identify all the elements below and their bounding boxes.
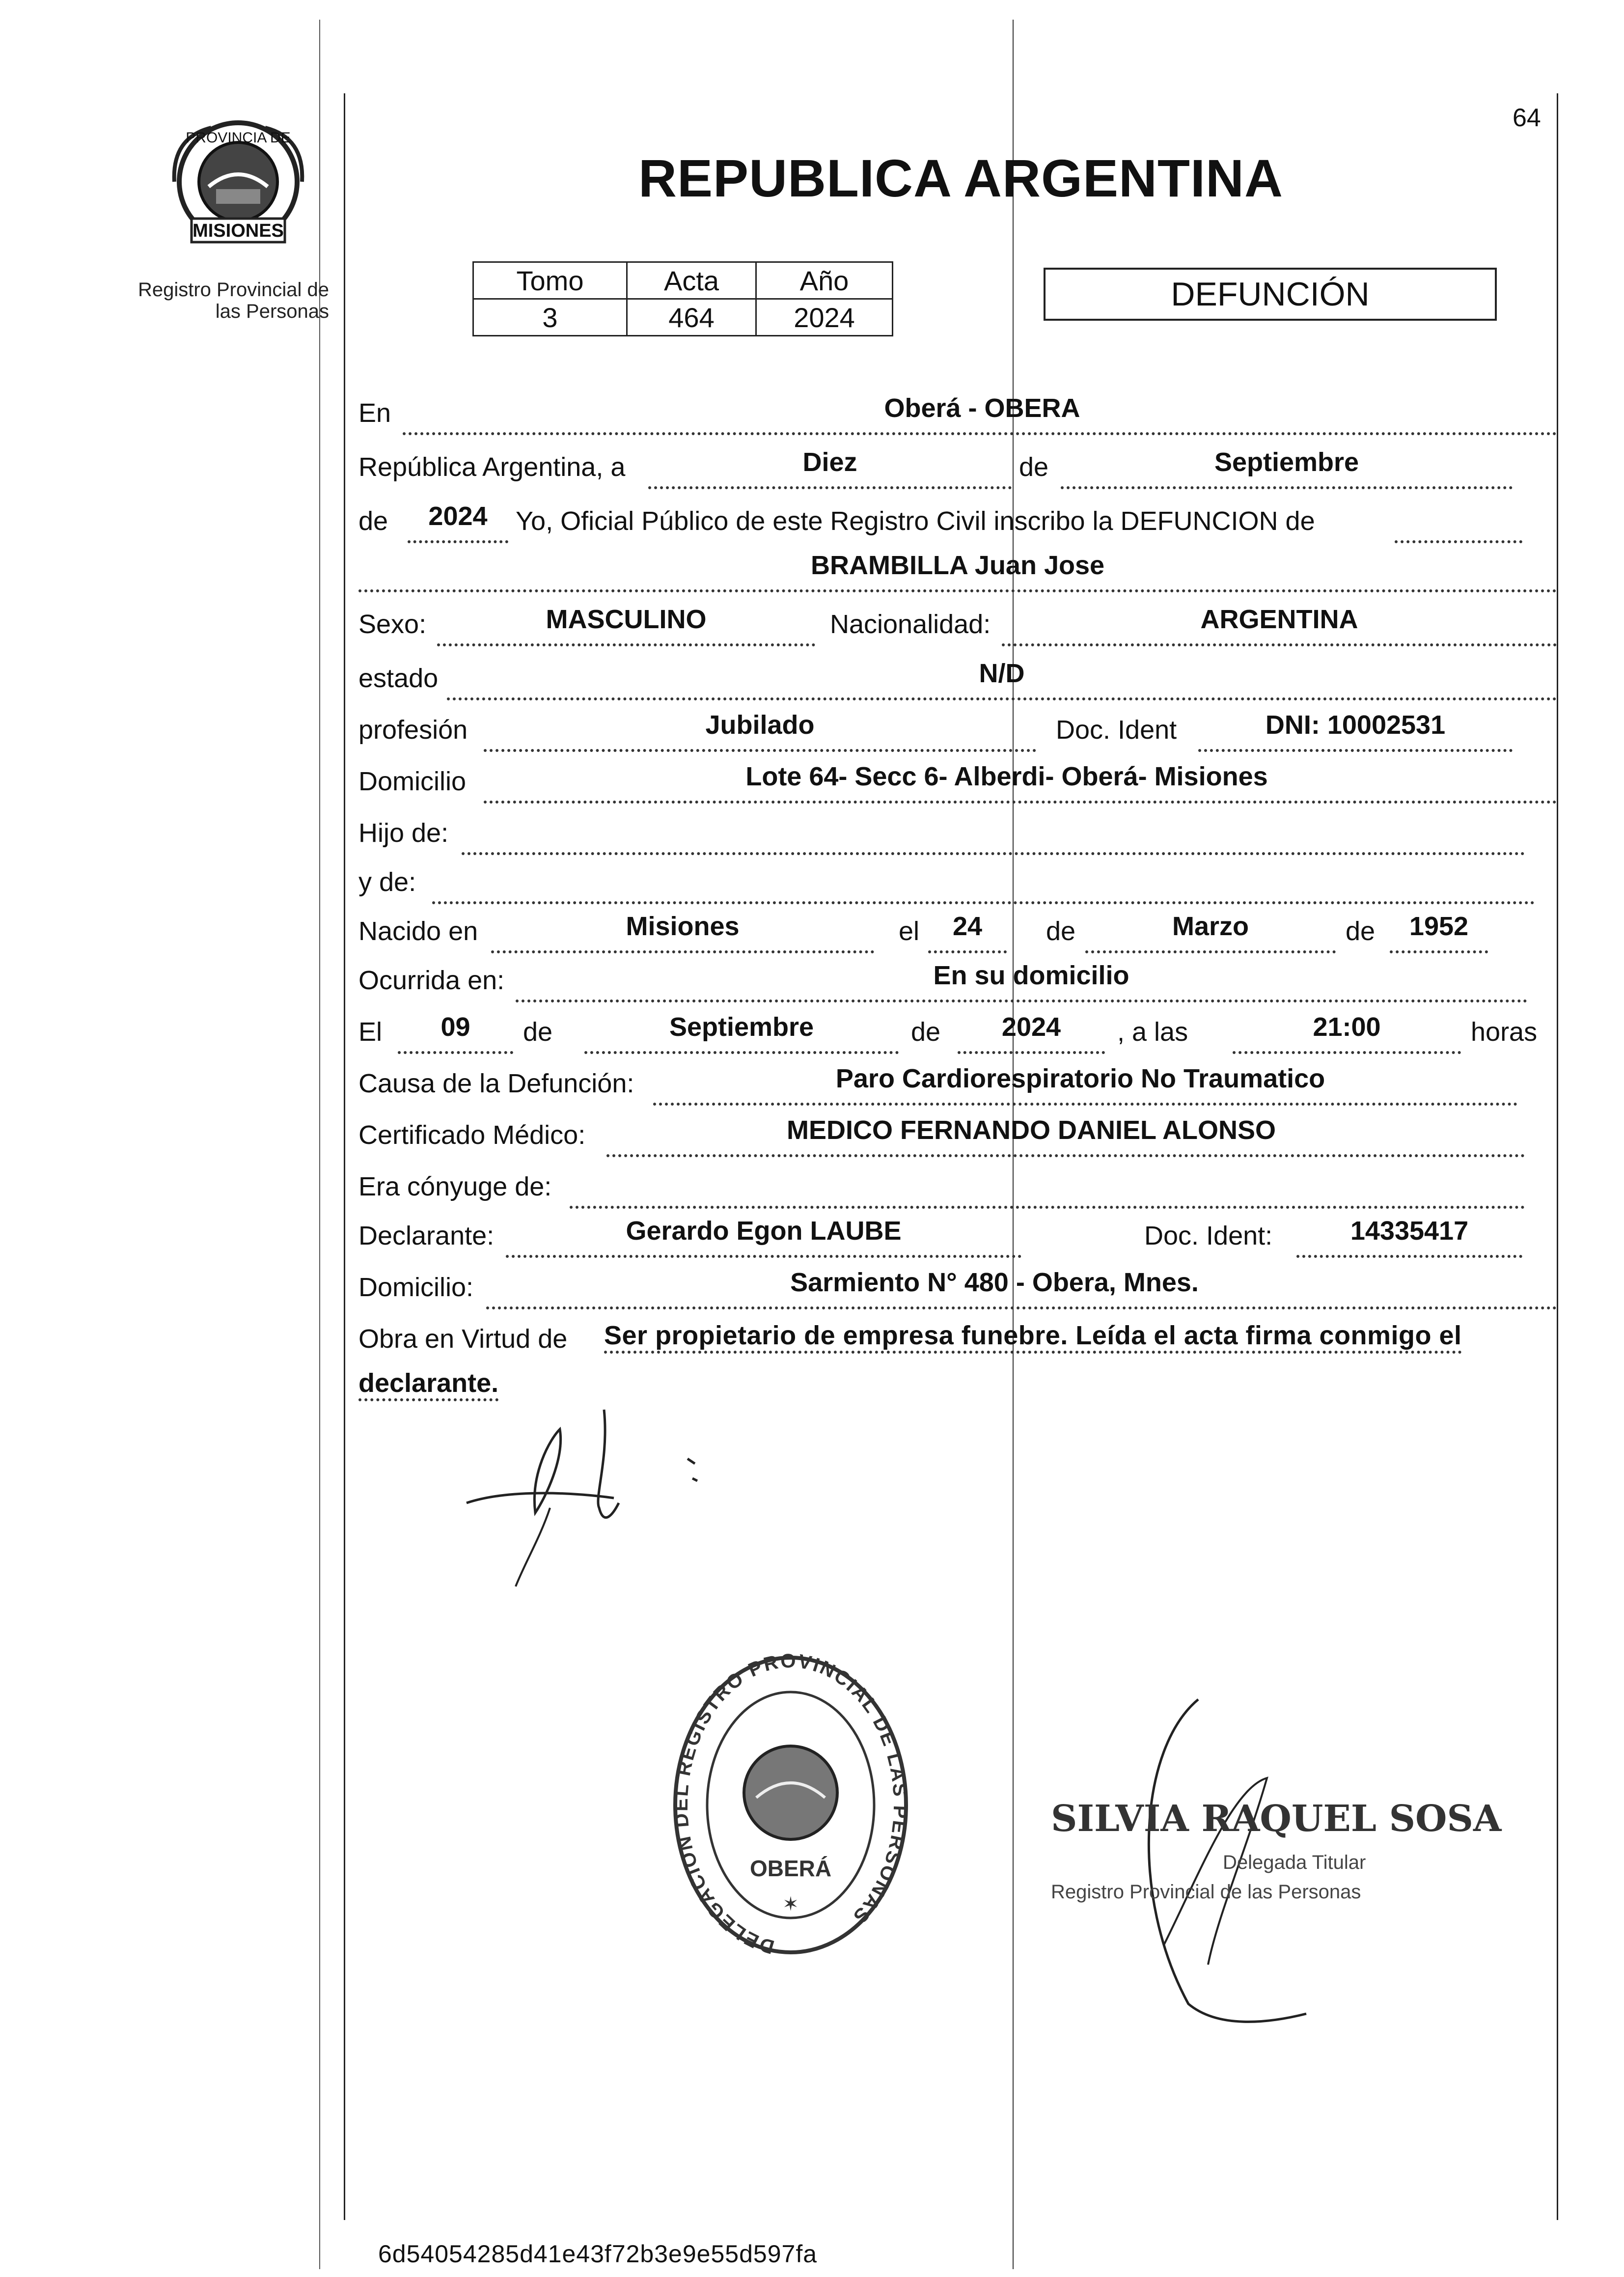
profesion-value: Jubilado — [705, 710, 815, 740]
volume-table — [472, 261, 893, 336]
deceased-name: BRAMBILLA Juan Jose — [810, 551, 1105, 580]
acta-value: 464 — [627, 299, 756, 336]
month-value: Septiembre — [1214, 447, 1359, 477]
causa-label: Causa de la Defunción: — [358, 1069, 634, 1098]
domicilio-value: Lote 64- Secc 6- Alberdi- Oberá- Misiones — [745, 762, 1268, 791]
de-label-2: de — [358, 506, 388, 536]
year-value: 2024 — [428, 501, 488, 531]
ocurrida-value: En su domicilio — [933, 961, 1129, 990]
certificado-value: MEDICO FERNANDO DANIEL ALONSO — [786, 1115, 1276, 1145]
declarante-value: Gerardo Egon LAUBE — [626, 1216, 902, 1246]
official-title: Delegada Titular — [1223, 1852, 1366, 1873]
anio-header: Año — [756, 262, 893, 299]
decl-doc-value: 14335417 — [1350, 1216, 1469, 1246]
issuer-line-1: Registro Provincial de — [138, 279, 329, 301]
nacido-label: Nacido en — [358, 916, 478, 946]
alas-label: , a las — [1117, 1017, 1188, 1047]
seal-city: OBERÁ — [749, 1856, 832, 1881]
estado-value: N/D — [979, 659, 1025, 688]
hijo-label: Hijo de: — [358, 818, 449, 848]
declarante-label: Declarante: — [358, 1221, 495, 1250]
logo-bottom-text: MISIONES — [193, 221, 284, 241]
sexo-value: MASCULINO — [546, 605, 707, 634]
de-label-4: de — [1346, 916, 1376, 946]
nacionalidad-value: ARGENTINA — [1200, 605, 1358, 634]
def-mes-value: Septiembre — [669, 1012, 814, 1042]
nacido-dia-value: 24 — [952, 912, 983, 941]
left-margin-line — [344, 93, 345, 2220]
country-date-label: República Argentina, a — [358, 452, 626, 482]
official-name: SILVIA RAQUEL SOSA — [1051, 1798, 1502, 1840]
right-margin-line — [1557, 93, 1558, 2220]
def-anio-value: 2024 — [1001, 1012, 1061, 1042]
horas-label: horas — [1471, 1017, 1538, 1047]
en-label: En — [358, 398, 391, 428]
doc-value: DNI: 10002531 — [1265, 710, 1446, 740]
el-label: el — [899, 916, 920, 946]
obra-line-1: Ser propietario de empresa funebre. Leída el acta firma conmigo el — [604, 1320, 1462, 1354]
day-value: Diez — [802, 447, 857, 477]
de-label-6: de — [911, 1017, 941, 1047]
issuer-text — [118, 279, 329, 322]
sexo-label: Sexo: — [358, 610, 427, 639]
hijo-line — [462, 823, 1525, 855]
page-number: 64 — [1513, 104, 1541, 132]
record-type-box: DEFUNCIÓN — [1044, 268, 1497, 321]
place-value: Oberá - OBERA — [884, 393, 1080, 423]
estado-label: estado — [358, 664, 439, 693]
misiones-logo — [157, 108, 319, 255]
def-dia-value: 09 — [440, 1012, 470, 1042]
de-label-1: de — [1019, 452, 1049, 482]
doc-label: Doc. Ident — [1056, 715, 1177, 745]
yde-line — [432, 872, 1535, 904]
el2-label: El — [358, 1017, 383, 1047]
obra-label: Obra en Virtud de — [358, 1324, 568, 1354]
country-title: REPUBLICA ARGENTINA — [638, 148, 1283, 208]
seal-ring-text: DELEGACION DEL REGISTRO PROVINCIAL DE LAS PERSONAS — [670, 1650, 911, 1958]
inscribe-line — [1395, 511, 1522, 543]
nacionalidad-label: Nacionalidad: — [830, 610, 991, 639]
acta-header: Acta — [627, 262, 756, 299]
svg-text:✶: ✶ — [782, 1893, 799, 1916]
de-label-3: de — [1046, 916, 1076, 946]
outer-margin-line — [319, 20, 320, 2269]
causa-value: Paro Cardiorespiratorio No Traumatico — [835, 1064, 1325, 1093]
declarant-signature — [452, 1400, 727, 1606]
profesion-label: profesión — [358, 715, 468, 745]
nacido-mes-value: Marzo — [1172, 912, 1249, 941]
de-label-5: de — [523, 1017, 553, 1047]
anio-value: 2024 — [756, 299, 893, 336]
conyuge-label: Era cónyuge de: — [358, 1172, 552, 1201]
domicilio-label: Domicilio — [358, 767, 467, 796]
decl-dom-label: Domicilio: — [358, 1273, 474, 1302]
decl-doc-label: Doc. Ident: — [1144, 1221, 1273, 1250]
tomo-header: Tomo — [473, 262, 627, 299]
nacido-lugar-value: Misiones — [626, 912, 740, 941]
conyuge-line — [570, 1176, 1525, 1209]
document-hash: 6d54054285d41e43f72b3e9e55d597fa — [378, 2240, 818, 2268]
issuer-line-2: las Personas — [215, 301, 329, 322]
nacido-anio-value: 1952 — [1409, 912, 1469, 941]
tomo-value: 3 — [473, 299, 627, 336]
def-hora-value: 21:00 — [1313, 1012, 1381, 1042]
obra-line-2: declarante. — [358, 1368, 498, 1401]
ocurrida-label: Ocurrida en: — [358, 966, 505, 995]
official-office: Registro Provincial de las Personas — [1051, 1881, 1361, 1903]
decl-dom-value: Sarmiento N° 480 - Obera, Mnes. — [790, 1268, 1199, 1297]
inscribe-text: Yo, Oficial Público de este Registro Civil inscribo la DEFUNCION de — [516, 506, 1315, 536]
yde-label: y de: — [358, 867, 416, 897]
logo-top-text: PROVINCIA DE — [186, 130, 291, 146]
certificado-label: Certificado Médico: — [358, 1120, 586, 1150]
delegation-seal — [668, 1650, 913, 1965]
